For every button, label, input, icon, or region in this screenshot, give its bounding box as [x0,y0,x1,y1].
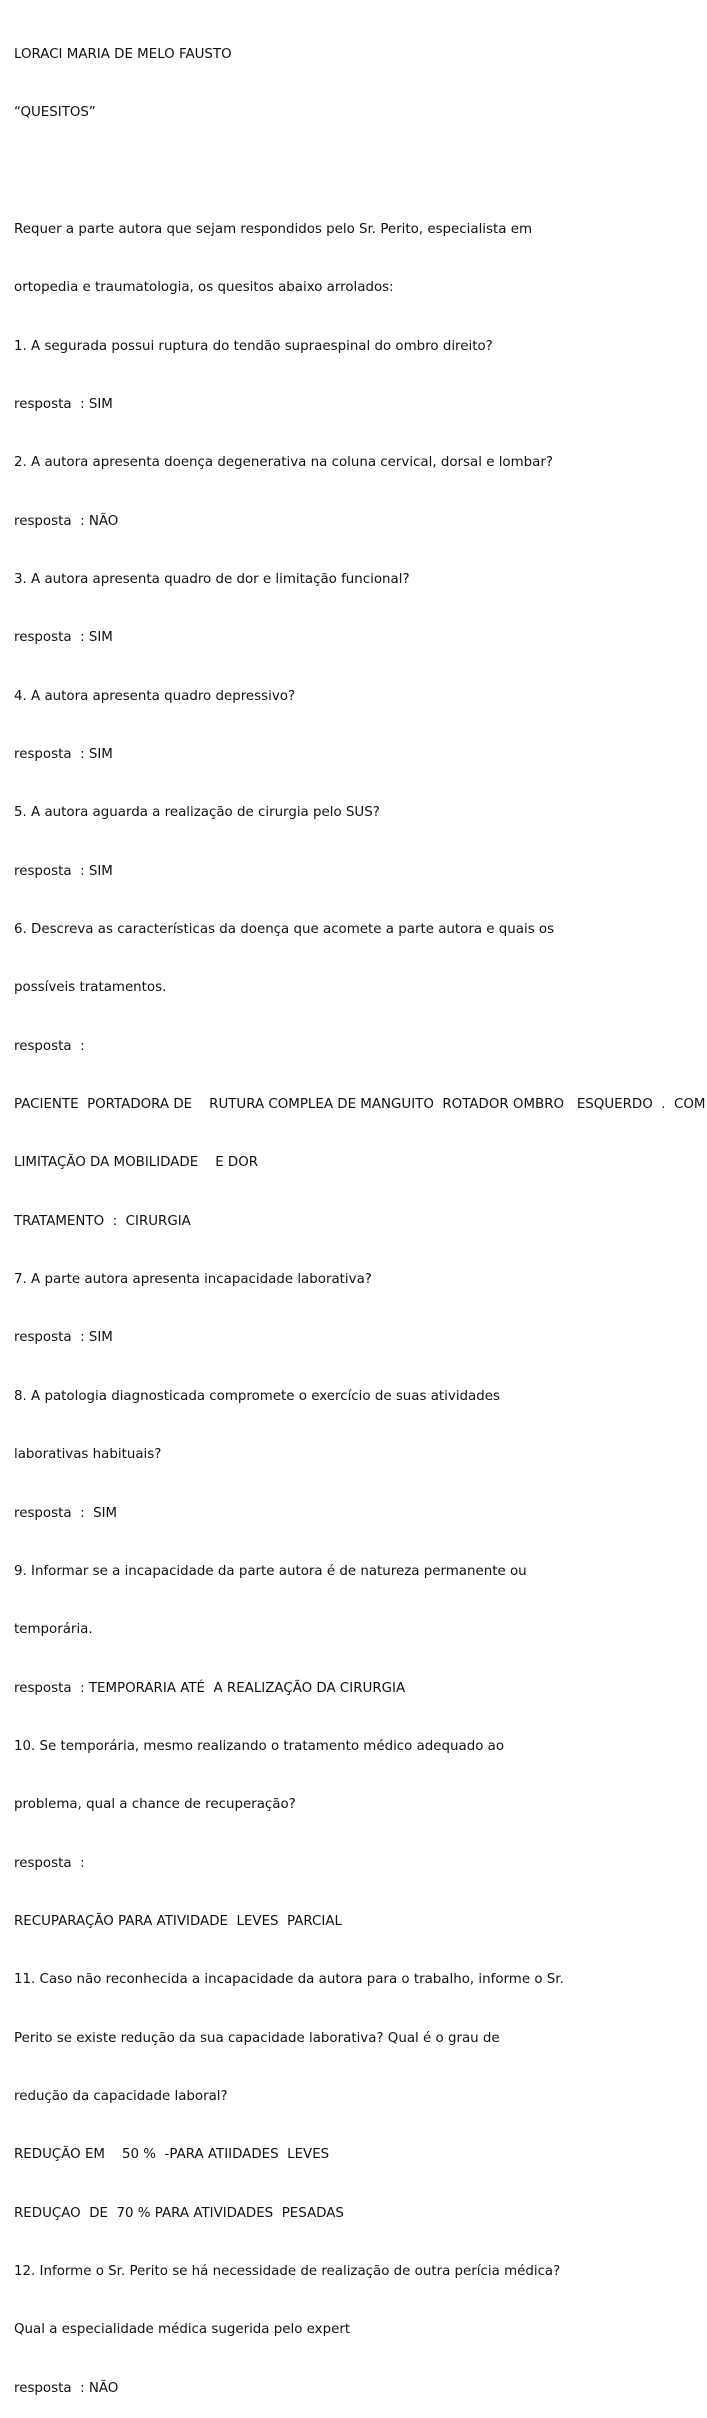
answer-6-treatment: TRATAMENTO : CIRURGIA [14,1213,191,1229]
question-9: 9. Informar se a incapacidade da parte autora é de natureza permanente ou [14,1563,527,1579]
document-title: “QUESITOS” [14,105,96,121]
question-3: 3. A autora apresenta quadro de dor e limitação funcional? [14,572,410,587]
question-11-cont: redução da capacidade laboral? [14,2088,228,2104]
question-10-cont: problema, qual a chance de recuperação? [14,1797,296,1813]
question-8-cont: laborativas habituais? [14,1447,162,1463]
answer-10-text: RECUPARAÇÃO PARA ATIVIDADE LEVES PARCIAL [14,1913,342,1929]
question-1: 1. A segurada possui ruptura do tendão supraespinal do ombro direito? [14,338,493,354]
question-7: 7. A parte autora apresenta incapacidade laborativa? [14,1272,372,1288]
question-2: 2. A autora apresenta doença degenerativa na coluna cervical, dorsal e lombar? [14,455,553,471]
intro-line: ortopedia e traumatologia, os quesitos abaixo arrolados: [14,280,394,296]
intro-line: Requer a parte autora que sejam respondidos pelo Sr. Perito, especialista em [14,221,532,237]
blank-line [14,162,704,181]
question-11: 11. Caso não reconhecida a incapacidade da autora para o trabalho, informe o Sr. [14,1972,564,1988]
answer-11-text: REDUÇÃO EM 50 % -PARA ATIIDADES LEVES [14,2147,330,2163]
question-5: 5. A autora aguarda a realização de cirurgia pelo SUS? [14,805,380,821]
question-9-cont: temporária. [14,1622,93,1638]
answer-5: resposta : SIM [14,863,113,879]
question-11-cont: Perito se existe redução da sua capacidade laborativa? Qual é o grau de [14,2030,500,2046]
answer-6-text: PACIENTE PORTADORA DE RUTURA COMPLEA DE MANGUITO ROTADOR OMBRO ESQUERDO . COM [14,1097,706,1113]
answer-7: resposta : SIM [14,1330,113,1346]
answer-2: resposta : NÃO [14,513,119,529]
question-8: 8. A patologia diagnosticada compromete o exercício de suas atividades [14,1388,500,1404]
answer-9: resposta : TEMPORARIA ATÉ A REALIZAÇÃO DA CIRURGIA [14,1680,406,1696]
question-12-cont: Qual a especialidade médica sugerida pelo expert [14,2322,351,2338]
answer-1: resposta : SIM [14,396,113,412]
question-6-cont: possíveis tratamentos. [14,980,167,996]
answer-11-text: REDUÇAO DE 70 % PARA ATIVIDADES PESADAS [14,2205,344,2221]
answer-6-label: resposta : [14,1038,85,1054]
question-10: 10. Se temporária, mesmo realizando o tratamento médico adequado ao [14,1738,505,1754]
question-4: 4. A autora apresenta quadro depressivo? [14,688,296,704]
answer-4: resposta : SIM [14,747,113,763]
answer-10-label: resposta : [14,1855,85,1871]
answer-8: resposta : SIM [14,1505,118,1521]
answer-6-text: LIMITAÇÃO DA MOBILIDADE E DOR [14,1155,259,1171]
document-body [14,6,704,2418]
answer-12: resposta : NÃO [14,2380,119,2396]
question-12: 12. Informe o Sr. Perito se há necessidade de realização de outra perícia médica? [14,2263,561,2279]
patient-name: LORACI MARIA DE MELO FAUSTO [14,46,232,62]
answer-3: resposta : SIM [14,630,113,646]
question-6: 6. Descreva as características da doença que acomete a parte autora e quais os [14,922,555,938]
